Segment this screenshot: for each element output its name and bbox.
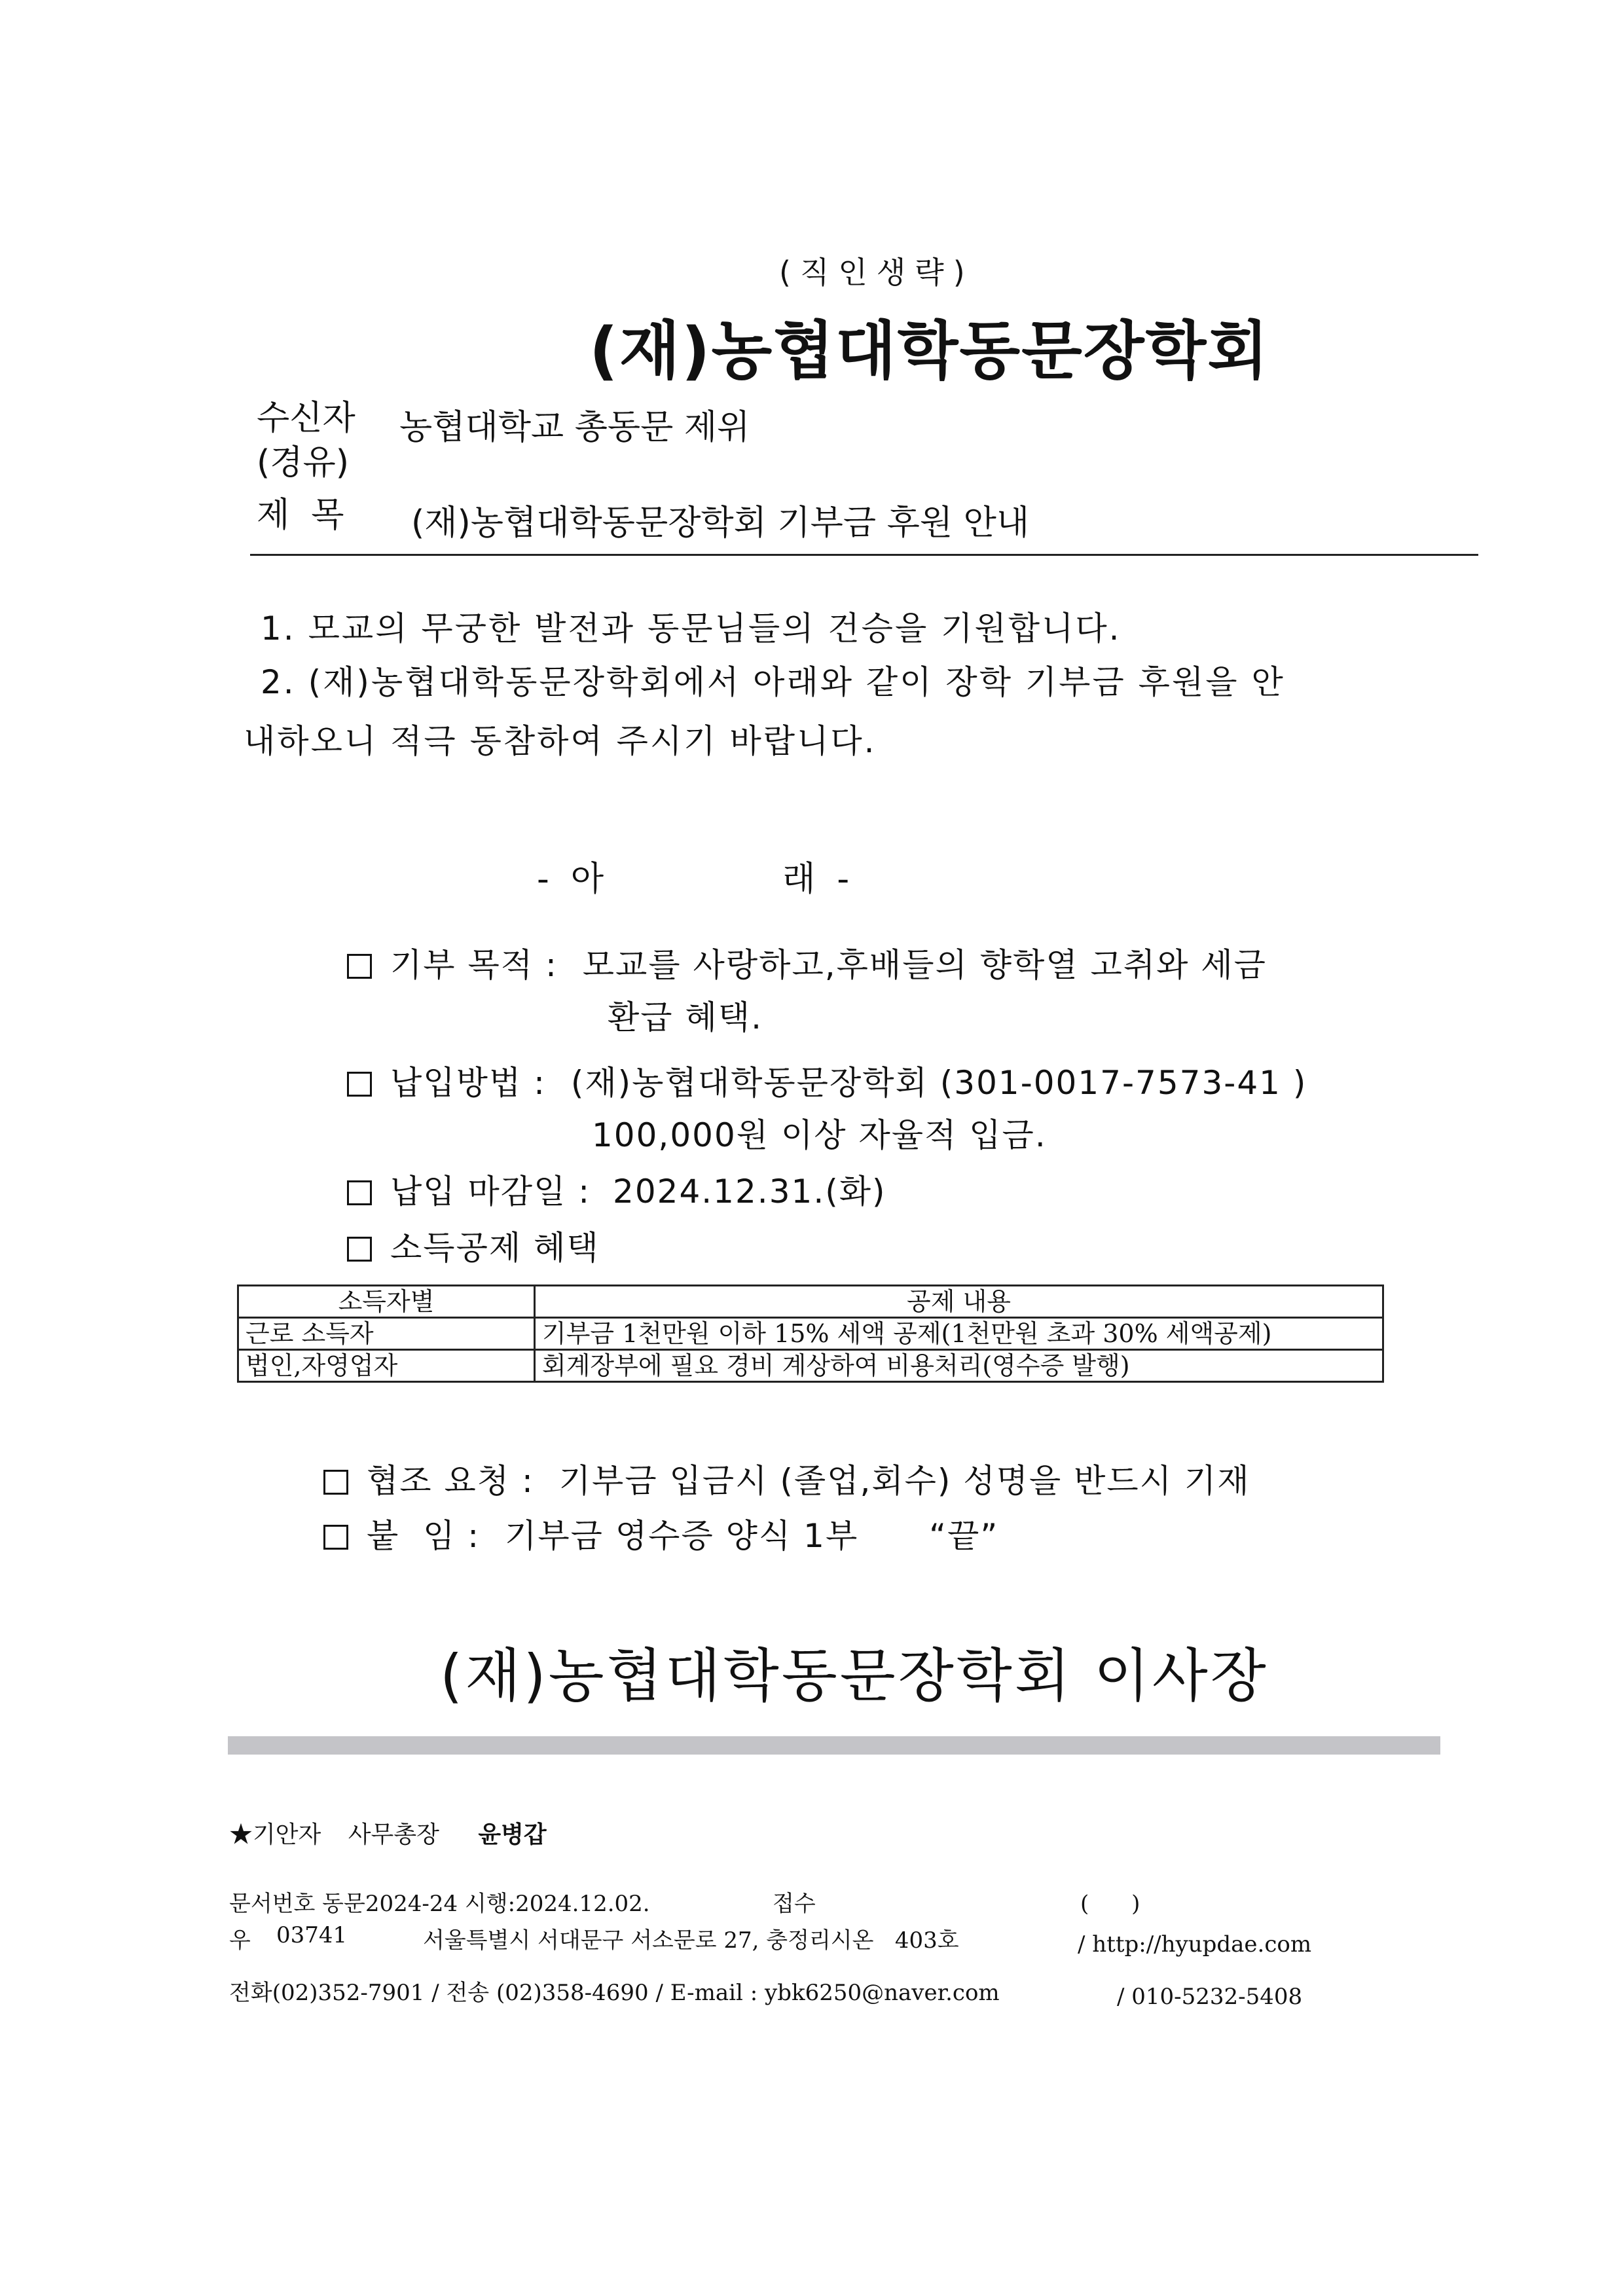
deduction-label: 소득공제 혜택 [390,1229,600,1267]
paragraph-1: 1. 모교의 무궁한 발전과 동문님들의 건승을 기원합니다. [261,610,1122,647]
postal-label: 우 [229,1927,251,1954]
item-cooperation [323,1455,1250,1502]
payment-line-2: 100,000원 이상 자율적 입금. [592,1116,1047,1154]
table-cell: 회계장부에 필요 경비 계상하여 비용처리(영수증 발행) [535,1350,1383,1382]
via-label: (경유) [257,443,350,483]
drafter-name: 윤병갑 [478,1821,547,1848]
table-header-row [238,1286,1383,1318]
table-row [238,1318,1383,1350]
divider-bar [228,1736,1440,1755]
receipt-label: 접수 [773,1891,816,1917]
paragraph-2-line-1: 2. (재)농협대학동문장학회에서 아래와 같이 장학 기부금 후원을 안 [261,663,1285,701]
deadline-value: 2024.12.31.(화) [613,1173,886,1211]
doc-number: 문서번호 동문2024-24 시행:2024.12.02. [229,1891,650,1917]
coop-label: 협조 요청 : [367,1462,534,1500]
drafter-title: 사무총장 [348,1821,439,1848]
attach-value: 기부금 영수증 양식 1부 [505,1517,859,1555]
mobile: / 010-5232-5408 [1117,1984,1303,2010]
website: / http://hyupdae.com [1078,1931,1312,1958]
purpose-label: 기부 목적 : [390,946,558,984]
item-deduction [347,1222,600,1269]
end-mark: “끝” [929,1517,999,1555]
table-cell: 기부금 1천만원 이하 15% 세액 공제(1천만원 초과 30% 세액공제) [535,1318,1383,1350]
item-deadline [347,1165,886,1212]
postal-code: 03741 [276,1922,348,1948]
header-rule [250,554,1478,556]
organization-title: (재)농협대학동문장학회 [589,314,1270,388]
seal-omitted-note: (직인생략) [779,255,974,290]
table-header-cell: 공제 내용 [535,1286,1383,1318]
address: 서울특별시 서대문구 서소문로 27, 충정리시온 403호 [423,1927,959,1954]
drafter-line [229,1816,547,1850]
below-heading [537,851,849,900]
tax-deduction-table [237,1285,1384,1383]
below-heading-right: 래 - [782,860,850,899]
table-row [238,1350,1383,1382]
checkbox-icon [323,1525,348,1550]
receipt-blank: ( ) [1080,1891,1140,1917]
checkbox-icon [323,1470,348,1495]
contact-line: 전화(02)352-7901 / 전송 (02)358-4690 / E-mail : ybk6250@naver.com [229,1980,1000,2006]
below-heading-left: - 아 [537,860,604,899]
subject-label: 제 목 [257,496,344,535]
purpose-line-1: 모교를 사랑하고,후배들의 향학열 고취와 세금 [582,946,1267,984]
table-cell: 법인,자영업자 [238,1350,535,1382]
checkbox-icon [347,1072,372,1097]
item-attachment [323,1510,998,1557]
checkbox-icon [347,954,372,979]
recipient-label: 수신자 [257,399,356,438]
checkbox-icon [347,1237,372,1262]
signature-line: (재)농협대학동문장학회 이사장 [440,1642,1269,1709]
table-header-cell: 소득자별 [238,1286,535,1318]
item-purpose [347,939,1267,986]
table-cell: 근로 소득자 [238,1318,535,1350]
payment-label: 납입방법 : [390,1064,546,1102]
payment-line-1: (재)농협대학동문장학회 (301-0017-7573-41 ) [570,1064,1307,1102]
subject-value: (재)농협대학동문장학회 기부금 후원 안내 [411,503,1030,543]
coop-value: 기부금 입금시 (졸업,회수) 성명을 반드시 기재 [558,1462,1250,1500]
drafter-prefix: ★기안자 [229,1821,321,1848]
paragraph-2-line-2: 내하오니 적극 동참하여 주시기 바랍니다. [244,722,877,760]
item-payment [347,1057,1307,1104]
deadline-label: 납입 마감일 : [390,1173,591,1211]
attach-label: 붙 임 : [367,1517,481,1555]
recipient-value: 농협대학교 총동문 제위 [399,408,750,447]
checkbox-icon [347,1180,372,1205]
purpose-line-2: 환급 혜택. [608,998,763,1036]
